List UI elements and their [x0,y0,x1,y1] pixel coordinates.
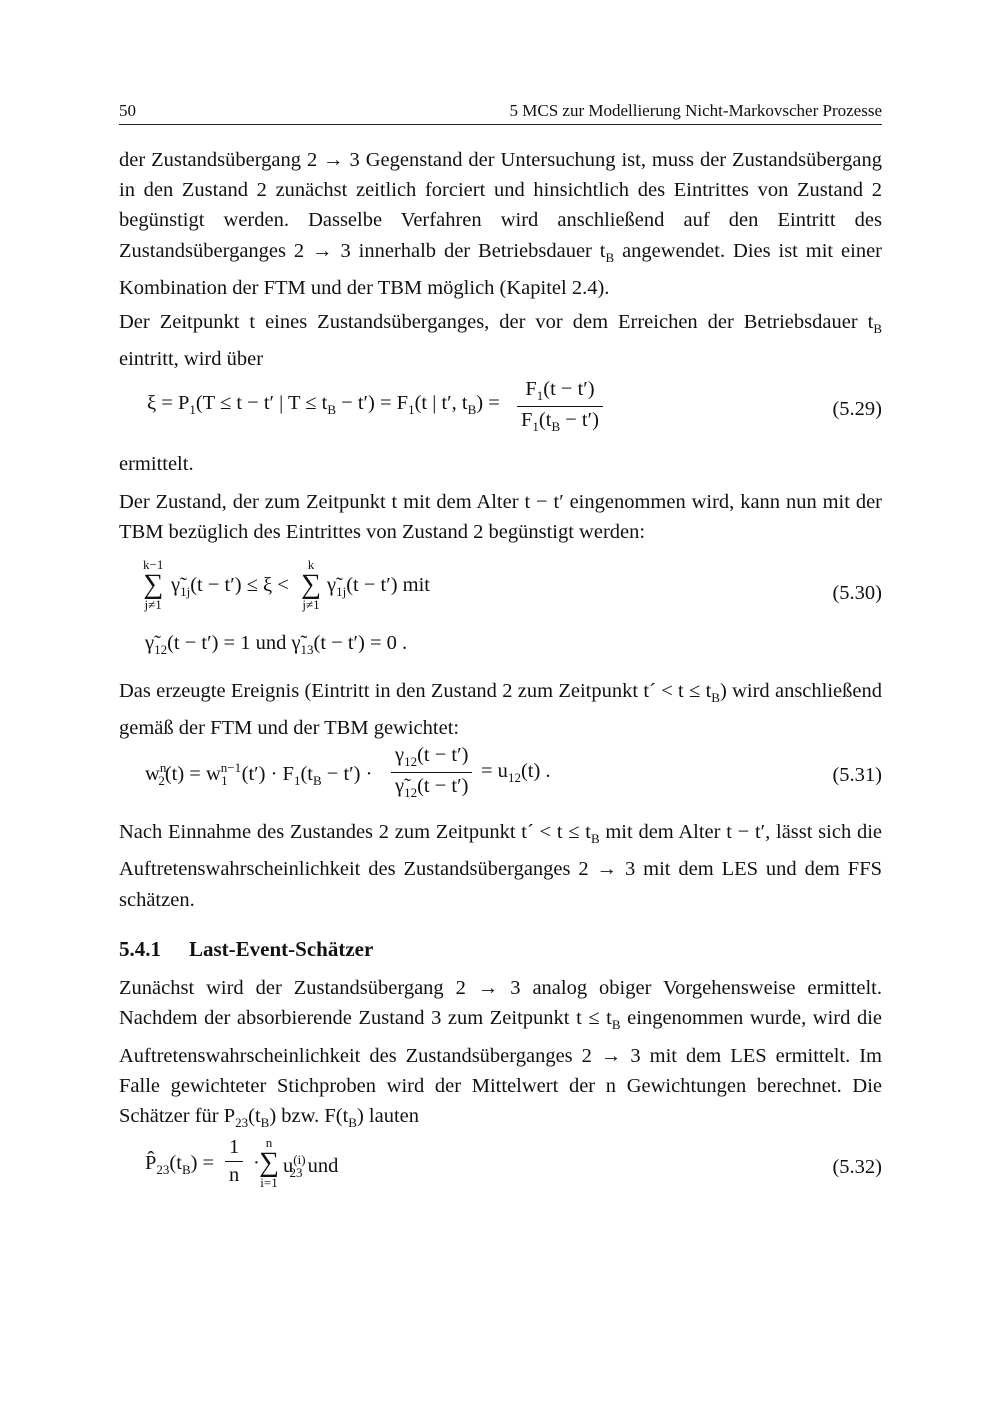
equation-5-29 [119,378,882,438]
subscript: B [260,1115,270,1130]
eq-text: γ̃ [171,574,181,596]
sigma-symbol: ∑ [301,569,321,600]
eq-text: (T ≤ t − t′ | T ≤ t [195,392,328,414]
eq-text: ξ = P [147,392,190,414]
eq-text: (t − t′) [417,744,469,766]
chapter-title: 5 MCS zur Modellierung Nicht-Markovscher Prozesse [509,101,882,120]
paragraph-5 [119,676,882,744]
eq-sub: 1 [532,419,539,435]
section-number: 5.4.1 [119,937,161,961]
summation-sign [301,558,321,612]
paragraph-1-tail: angewendet. Dies ist mit einer Kombination der FTM und der TBM möglich (Kapitel 2.4). [119,239,882,299]
equation-5-31 [119,744,882,808]
eq-text: γ̃ [145,632,155,654]
paragraph-7-text-5: ) lauten [356,1104,419,1127]
eq-sub: 1 [189,402,196,418]
eq-text: (t − t′) mit [346,574,430,596]
eq-sub: 1j [180,584,191,600]
eq-text: − t′) = F [336,392,409,414]
summation-sign [259,1136,279,1190]
paragraph-3: ermittelt. [119,453,194,475]
equation-5-32-rhs [283,1152,338,1181]
sum-upper-limit: k [307,557,315,572]
eq-text: (t − t′) [417,775,469,798]
page-number: 50 [119,101,136,120]
eq-sub: 12 [404,754,418,770]
fraction-denominator: n [229,1164,240,1186]
eq-sub: 23 [289,1164,303,1180]
eq-text: ) = [476,392,500,414]
paragraph-7-text-2: eingenommen wurde, wird die Auftretenswahrscheinlichkeit des Zustandsüberganges 2 → 3 mit dem LES ermittelt. Im Falle gewichteter Stichproben wird der Mittelwert der n Gewichtungen berechnet. Die Schätzer für P [119,1007,883,1127]
eq-text: (t) . [520,760,551,782]
paragraph-5-tail: ) wird anschließend gemäß der FTM und der TBM gewichtet: [119,680,882,740]
eq-sub: 2 [158,772,165,788]
eq-text: F [521,409,533,432]
eq-text: ) = [190,1152,215,1174]
eq-text: (t [169,1152,182,1174]
paragraph-7-text-3: (t [248,1104,261,1127]
sum-lower-limit: i=1 [260,1175,278,1190]
section-title: Last-Event-Schätzer [189,937,374,961]
equation-5-30-term1 [171,574,289,600]
subscript: B [711,690,720,706]
eq-sup: n [159,760,167,775]
subscript: B [348,1115,357,1130]
subscript: B [873,321,882,337]
fraction-numerator [391,744,472,773]
equation-number: (5.32) [832,1156,882,1178]
eq-text: (t − t′) ≤ ξ < [190,574,289,596]
eq-text: (t − t′) = 1 und γ̃ [167,632,301,654]
eq-sub: B [327,402,337,418]
subscript: B [605,249,615,265]
running-header [119,100,882,125]
eq-text: u [283,1154,294,1177]
eq-text: γ [395,744,405,766]
eq-text: w [145,762,160,785]
sum-upper-limit: k−1 [143,557,164,572]
equation-number: (5.29) [832,398,882,420]
eq-text: F [525,378,537,400]
eq-text: = u [481,760,508,782]
eq-sub: 12 [404,785,418,801]
eq-sub: B [467,402,477,418]
fraction-denominator [391,773,472,801]
eq-sub: B [551,419,561,435]
equation-5-31-fraction [391,744,472,801]
paragraph-2-text: Der Zeitpunkt t eines Zustandsüberganges, der vor dem Erreichen der Betriebsdauer t [119,311,874,333]
eq-text: γ̃ [327,574,337,596]
eq-sub: 1 [221,772,228,788]
eq-text: und [302,1154,339,1177]
equation-5-30-term2 [327,574,430,600]
eq-text: (t [300,762,313,785]
equation-5-29-lhs [147,392,500,418]
paragraph-5-text: Das erzeugte Ereignis (Eintritt in den Zustand 2 zum Zeitpunkt t´ < t ≤ t [119,680,712,702]
eq-sub: 1j [336,584,347,600]
equation-5-31-lhs [145,760,372,789]
section-heading [119,937,373,962]
subscript: 23 [235,1115,249,1130]
equation-5-30-line2 [145,632,407,658]
eq-text: − t′) [560,409,599,432]
eq-text: (t) = w [164,762,221,785]
sigma-symbol: ∑ [259,1147,279,1178]
sum-lower-limit: j≠1 [302,597,320,612]
eq-sup: (i) [293,1152,306,1167]
eq-text: − t′) · [321,762,373,785]
paragraph-4: Der Zustand, der zum Zeitpunkt t mit dem Alter t − t′ eingenommen wird, kann nun mit der TBM bezüglich des Eintrittes von Zustand 2 begünstigt werden: [119,491,882,544]
eq-text: (t′) · F [241,762,294,785]
paragraph-7-text-4: ) bzw. F(t [269,1104,349,1127]
multiplication-dot: · [253,1152,260,1174]
equation-5-31-rhs [481,760,551,786]
paragraph-2-tail: eintritt, wird über [119,348,264,371]
eq-sub: 1 [536,388,544,404]
eq-sub: 23 [156,1162,170,1178]
sum-upper-limit: n [265,1135,273,1150]
sum-lower-limit: j≠1 [144,597,162,612]
eq-text: (t − t′) = 0 . [313,632,408,654]
eq-text: γ̃ [395,775,405,798]
subscript: B [590,831,600,847]
equation-number: (5.30) [832,582,882,604]
eq-text: P̂ [145,1152,157,1174]
eq-sub: B [181,1162,191,1178]
summation-sign [143,558,163,612]
eq-text: (t [538,409,552,432]
equation-5-32 [119,1136,882,1200]
fraction-numerator: 1 [225,1136,243,1162]
fraction-denominator [517,407,603,435]
fraction-numerator [517,378,603,407]
paragraph-6-tail: mit dem Alter t − t′, lässt sich die Auftretenswahrscheinlichkeit des Zustandsüberganges 2 → 3 mit dem LES und dem FFS schätzen. [119,821,882,911]
eq-sub: 12 [507,770,521,786]
equation-5-32-fraction [225,1136,243,1187]
paragraph-7-text: Zunächst wird der Zustandsübergang 2 → 3 analog obiger Vorgehensweise ermittelt. Nachdem der absorbierende Zustand 3 zum Zeitpunkt t ≤ t [119,977,882,1030]
paragraph-7 [119,973,882,1138]
paragraph-2 [119,307,882,375]
eq-text: (t | t′, t [414,392,468,414]
eq-sup: n−1 [220,760,242,775]
paragraph-1-text: der Zustandsübergang 2 → 3 Gegenstand der Untersuchung ist, muss der Zustandsübergang in den Zustand 2 zunächst zeitlich forciert und hinsichtlich des Eintrittes von Zustand 2 begünstigt werden. Dasselbe Verfahren wird anschließend auf den Eintritt des Zustandsüberganges 2 → 3 innerhalb der Betriebsdauer t [119,149,882,262]
eq-sub: 1 [293,772,301,788]
paragraph-6-text: Nach Einnahme des Zustandes 2 zum Zeitpunkt t´ < t ≤ t [119,821,591,843]
eq-text: (t − t′) [543,378,595,400]
sigma-symbol: ∑ [143,569,164,600]
eq-sub: 1 [408,402,415,418]
equation-number: (5.31) [832,764,882,786]
subscript: B [611,1017,621,1033]
eq-sub: 13 [300,642,314,658]
paragraph-6 [119,817,882,915]
equation-5-30 [119,558,882,658]
paragraph-1 [119,145,882,303]
equation-5-32-lhs [145,1152,214,1178]
eq-sub: B [312,772,322,788]
equation-5-29-fraction [517,378,603,435]
eq-sub: 12 [154,642,168,658]
